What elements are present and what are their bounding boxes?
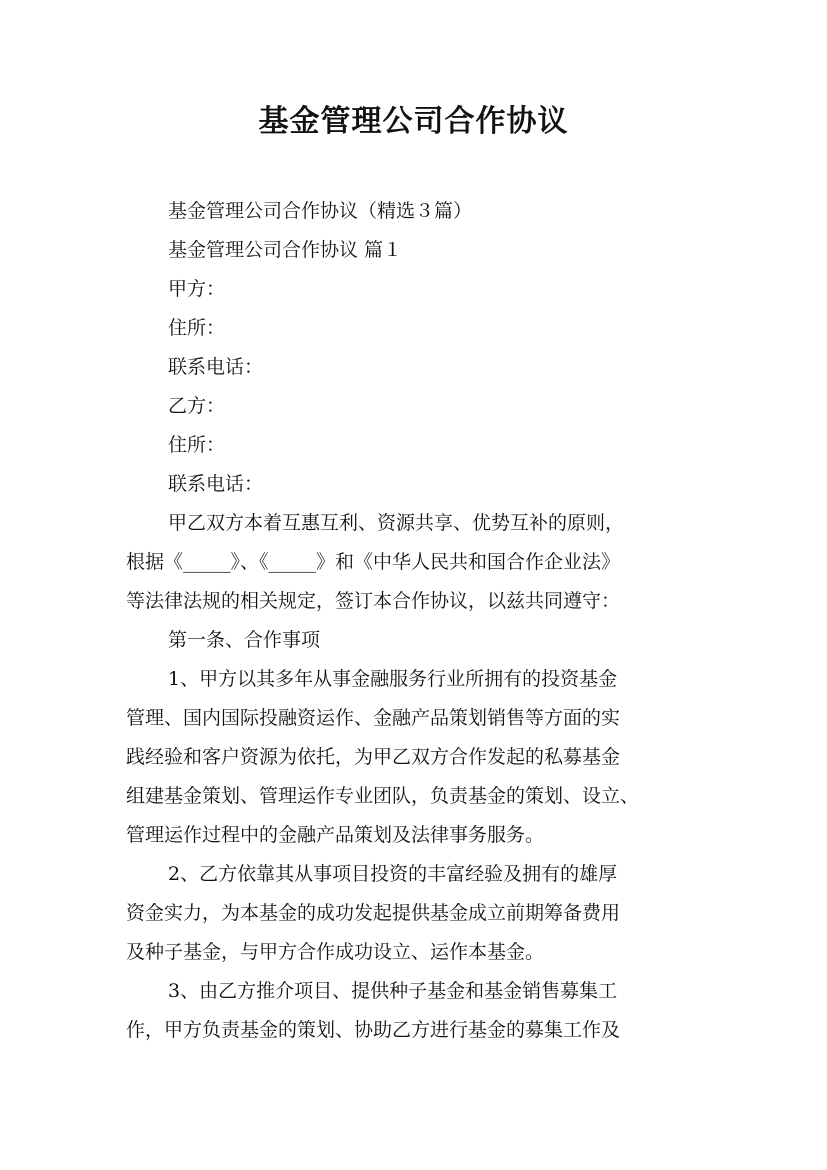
- preamble-line: 根据《_____》、《_____》和《中华人民共和国合作企业法》: [126, 551, 621, 573]
- clause-1-paragraph: [126, 660, 714, 855]
- clause-line: 资金实力，为本基金的成功发起提供基金成立前期筹备费用: [126, 902, 621, 924]
- preamble-line: 等法律法规的相关规定，签订本合作协议，以兹共同遵守：: [126, 590, 621, 612]
- document-title: 基金管理公司合作协议: [258, 104, 569, 139]
- clause-line: 管理、国内国际投融资运作、金融产品策划销售等方面的实: [126, 707, 621, 729]
- party-b-address-label: 住所：: [168, 434, 226, 456]
- preamble-line: 甲乙双方本着互惠互利、资源共享、优势互补的原则，: [168, 512, 625, 534]
- section-heading: 第一条、合作事项: [168, 629, 321, 651]
- article-title: 基金管理公司合作协议 篇１: [168, 239, 403, 261]
- clause-2-paragraph: [126, 855, 714, 972]
- clause-line: 组建基金策划、管理运作专业团队，负责基金的策划、设立、: [126, 785, 640, 807]
- party-b-phone-label: 联系电话：: [168, 473, 264, 495]
- clause-line: 践经验和客户资源为依托，为甲乙双方合作发起的私募基金: [126, 746, 621, 768]
- collection-title: 基金管理公司合作协议（精选３篇）: [168, 200, 473, 222]
- document-body: [126, 192, 714, 1050]
- clause-line: 2、乙方依靠其从事项目投资的丰富经验及拥有的雄厚: [168, 863, 618, 885]
- party-a-label: 甲方：: [168, 278, 226, 300]
- clause-line: 1、甲方以其多年从事金融服务行业所拥有的投资基金: [168, 668, 618, 690]
- party-a-address-label: 住所：: [168, 317, 226, 339]
- preamble-paragraph: [126, 504, 714, 621]
- clause-3-paragraph: [126, 972, 714, 1050]
- party-a-phone-label: 联系电话：: [168, 356, 264, 378]
- clause-line: 及种子基金，与甲方合作成功设立、运作本基金。: [126, 941, 545, 963]
- clause-line: 管理运作过程中的金融产品策划及法律事务服务。: [126, 824, 545, 846]
- party-b-label: 乙方：: [168, 395, 226, 417]
- clause-line: 3、由乙方推介项目、提供种子基金和基金销售募集工: [168, 980, 618, 1002]
- clause-line: 作，甲方负责基金的策划、协助乙方进行基金的募集工作及: [126, 1019, 621, 1041]
